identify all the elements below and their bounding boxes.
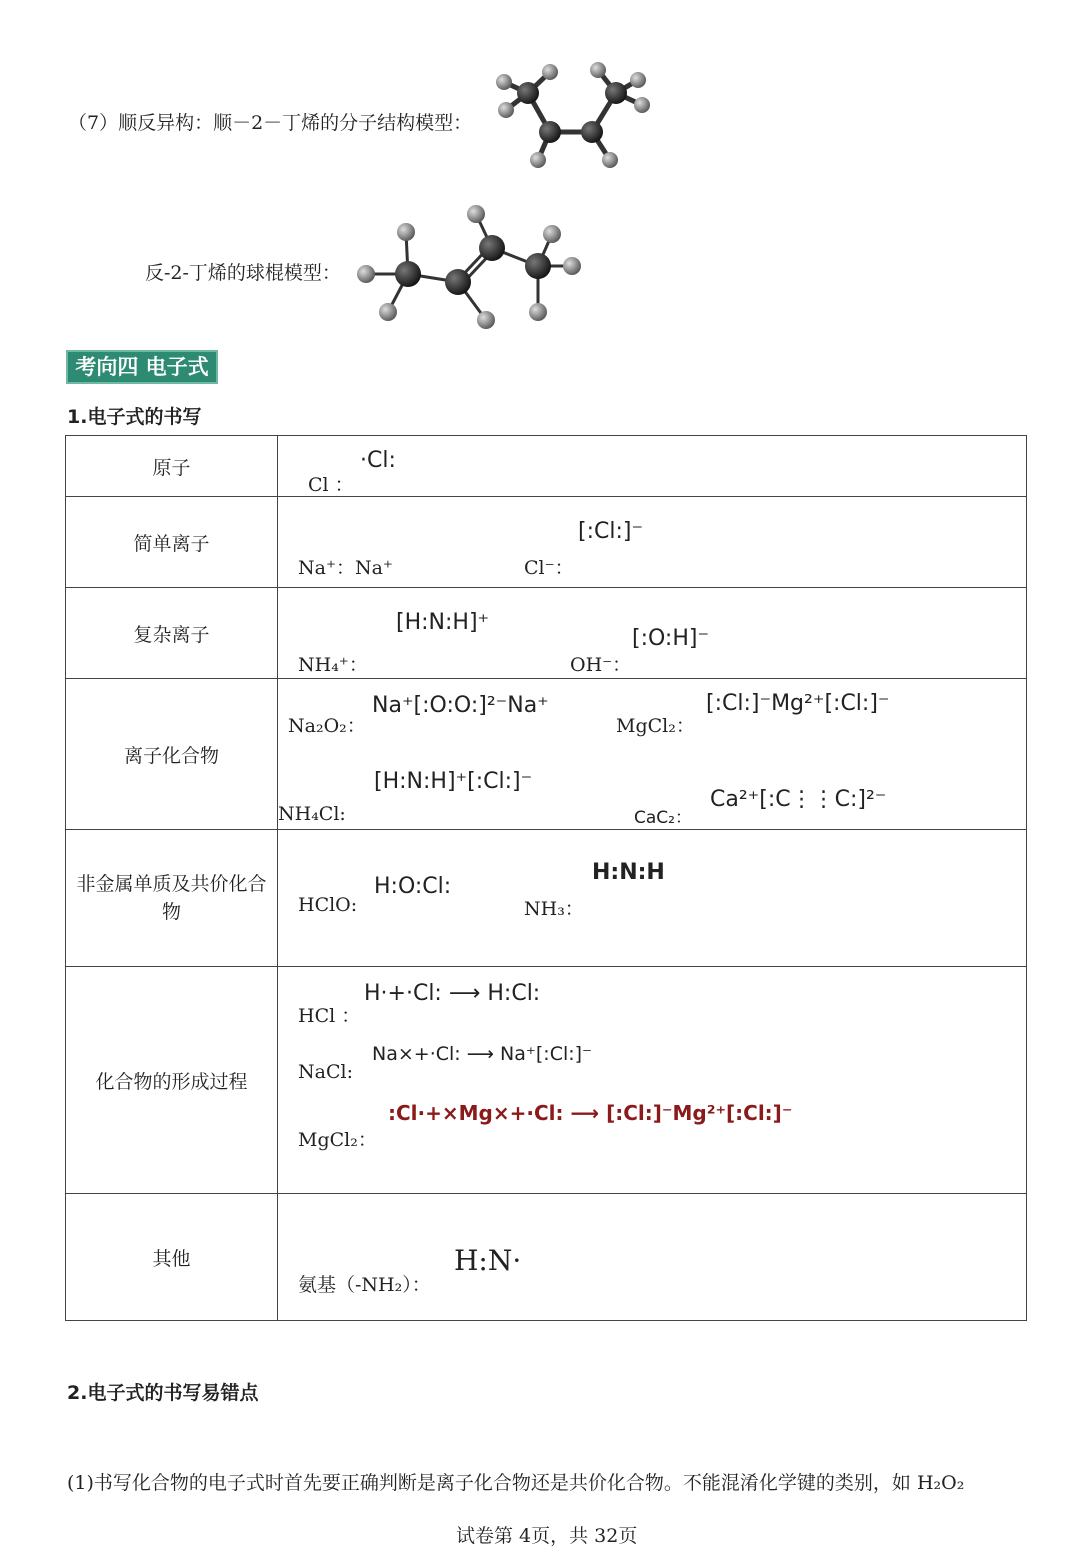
electron-formula: [H:N:H]⁺[:Cl:]⁻ — [374, 769, 533, 794]
electron-formula: H:N:H — [592, 860, 665, 885]
table-row — [66, 436, 1027, 497]
electron-formula: H:O:Cl: — [374, 874, 452, 899]
electron-formula: :Cl·+×Mg×+·Cl: ⟶ [:Cl:]⁻Mg²⁺[:Cl:]⁻ — [388, 1101, 793, 1125]
row-label: 复杂离子 — [66, 588, 278, 679]
item-name: NaCl: — [298, 1061, 353, 1083]
item-name: NH₄Cl: — [278, 803, 346, 825]
item-name: MgCl₂： — [298, 1129, 377, 1151]
electron-formula: Ca²⁺[:C⋮⋮C:]²⁻ — [710, 787, 887, 812]
electron-formula: [:O:H]⁻ — [632, 626, 710, 651]
page-footer: 试卷第 4页，共 32页 — [456, 1525, 638, 1547]
electron-formula: H:N· — [454, 1244, 522, 1277]
section-banner: 考向四 电子式 — [66, 350, 218, 384]
item-name: HCl ： — [298, 1005, 361, 1027]
subsection-heading-2: 2.电子式的书写易错点 — [67, 1382, 259, 1404]
item-name: OH⁻： — [570, 654, 632, 676]
table-row — [66, 1194, 1027, 1321]
electron-formula: [:Cl:]⁻ — [578, 519, 644, 544]
item-name: Cl⁻： — [524, 557, 574, 579]
cis-butene-caption: （7）顺反异构：顺－2－丁烯的分子结构模型： — [68, 112, 473, 134]
electron-formula-table — [65, 435, 1027, 1321]
electron-formula: Na⁺[:O:O:]²⁻Na⁺ — [372, 693, 549, 718]
electron-formula: [:Cl:]⁻Mg²⁺[:Cl:]⁻ — [706, 691, 890, 716]
trans-2-butene-model-image — [352, 200, 587, 335]
row-label: 其他 — [66, 1194, 278, 1321]
row-label: 离子化合物 — [66, 679, 278, 830]
item-name: MgCl₂： — [616, 715, 695, 737]
electron-formula: [H:N:H]⁺ — [396, 610, 490, 635]
table-row — [66, 830, 1027, 967]
table-row — [66, 967, 1027, 1194]
table-row — [66, 588, 1027, 679]
item-name: 氨基（-NH₂）： — [298, 1274, 431, 1296]
trans-butene-caption: 反-2-丁烯的球棍模型： — [145, 262, 341, 284]
row-label: 简单离子 — [66, 497, 278, 588]
row-label: 非金属单质及共价化合物 — [76, 873, 267, 923]
item-name: Na₂O₂： — [288, 715, 366, 737]
electron-formula: ·Cl: — [360, 448, 396, 473]
item-name: NH₃： — [524, 898, 584, 920]
item-name: NH₄⁺： — [298, 654, 368, 676]
item-name: Cl ： — [308, 474, 354, 496]
subsection-heading-1: 1.电子式的书写 — [67, 406, 202, 428]
table-row — [66, 497, 1027, 588]
row-label: 化合物的形成过程 — [66, 967, 278, 1194]
electron-formula: Na×+·Cl: ⟶ Na⁺[:Cl:]⁻ — [372, 1043, 593, 1065]
electron-formula: H·+·Cl: ⟶ H:Cl: — [364, 981, 541, 1006]
cis-2-butene-model-image — [490, 60, 660, 175]
item-name: HClO: — [298, 894, 358, 916]
item-name: Na⁺：Na⁺ — [298, 557, 393, 579]
paragraph: (1)书写化合物的电子式时首先要正确判断是离子化合物还是共价化合物。不能混淆化学键的类别，如 H₂O₂ — [67, 1472, 965, 1494]
row-label: 原子 — [66, 436, 278, 497]
item-name: CaC₂： — [634, 808, 692, 828]
table-row — [66, 679, 1027, 830]
